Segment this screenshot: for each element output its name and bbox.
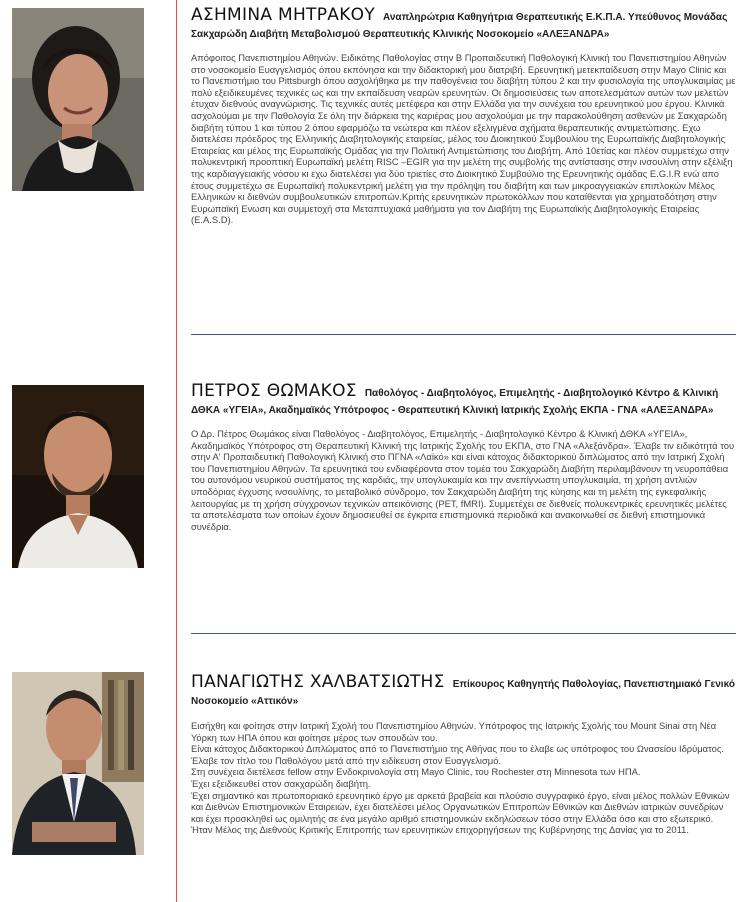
person-bio-3-line-5: Έχει εξειδικευθεί στον σακχαρώδη διαβήτη. (191, 777, 371, 789)
person-title-2: Παθολόγος - Διαβητολόγος, Επιμελητής - Διαβητολογικό Κέντρο & Κλινική ΔΘΚΑ «ΥΓΕΙΑ», Ακαδημαϊκός Υπότροφος - Θεραπευτική Κλινική Ιατρικής Σχολής ΕΚΠΑ - ΓΝΑ «ΑΛΕΞΑΝΔΡΑ» (191, 388, 719, 416)
section-divider-2 (191, 633, 736, 634)
person-name-1: ΑΣΗΜΙΝΑ ΜΗΤΡΑΚΟΥ (191, 5, 376, 25)
person-title-1: Αναπληρώτρια Καθηγήτρια Θεραπευτικής Ε.Κ.Π.Α. Υπεύθυνος Μονάδας Σακχαρώδη Διαβήτη Μεταβολισμού Θεραπευτικής Κλινικής Νοσοκομείο «ΑΛΕΞΑΝΔΡΑ» (191, 12, 728, 40)
margin-line (176, 0, 177, 902)
person-bio-2: Ο Δρ. Πέτρος Θωμάκος είναι Παθολόγος - Διαβητολόγος, Επιμελητής - Διαβητολογικό Κέντρο & Κλινική ΔΘΚΑ «ΥΓΕΙΑ», Ακαδημαϊκός Υπότροφος στη Θεραπευτική Κλινική της Ιατρικής Σχολής του ΕΚΠΑ, στο ΓΝΑ «Αλεξάνδρα». Έλαβε τιν ειδικότητά του στην Α' Προπαιδευτική Παθολογική Κλινική στο ΠΓΝΑ «Λαϊκό» και είναι κάτοχος διδακτορικού διπλώματος από την Ιατρική Σχολή του Πανεπιστημίου Αθηνών. Τα ερευνητικά του ενδιαφέροντα στον τομέα του Σακχαρώδη Διαβήτη περιλαμβάνουν τη νευροπάθεια του αυτονόμου νευρικού συστήματος της καρδιάς, την υπογλυκαιμία και την ανεπίγνωστη υπογλυκαιμία, τη χρήση αντλιών υποδόριας έγχυσης ινσουλίνης, το μεταβολικό σύνδρομο, τον Σακχαρώδη Διαβήτη της κύησης και τη μελέτη της εγκεφαλικής λειτουργίας με τη χρήση σύγχρονων τεχνικών απεικόνισης (PET, fMRI). Συμμετέχει σε διεθνείς πολυκεντρικές ερευνητικές μελέτες τα αποτελέσματα των οποίων έχουν δημοσιευθεί σε έγκριτα επιστημονικά περιοδικά και ανακοινωθεί σε διεθνή επιστημονικά συνέδρια. (191, 428, 735, 532)
person-entry-2 (191, 381, 736, 532)
portrait-photo-1 (12, 8, 144, 191)
person-name-3: ΠΑΝΑΓΙΩΤΗΣ ΧΑΛΒΑΤΣΙΩΤΗΣ (191, 672, 445, 692)
person-bio-3-line-3: Έλαβε τον τίτλο του Παθολόγου μετά από την ειδίκευση στον Ευαγγελισμό. (191, 754, 502, 766)
person-name-2: ΠΕΤΡΟΣ ΘΩΜΑΚΟΣ (191, 381, 357, 401)
person-bio-3-line-4: Στη συνέχεια διετέλεσε fellow στην Ενδοκρινολογία στη Mayo Clinic, του Rochester στη Minnesota των ΗΠΑ. (191, 766, 641, 778)
portrait-photo-3 (12, 672, 144, 855)
person-bio-3-line-1: Εισήχθη και φοίτησε στην Ιατρική Σχολή του Πανεπιστημίου Αθηνών. Υπότροφος της Ιατρικής Σχολής του Mount Sinai στη Νέα Υόρκη των ΗΠΑ όπου και φοίτησε μέρος των σπουδών του. (191, 720, 717, 743)
person-title-3: Επίκουρος Καθηγητής Παθολογίας, Πανεπιστημιακό Γενικό Νοσοκομείο «Αττικόν» (191, 679, 735, 707)
person-bio-3-line-6: Έχει σημαντικό και πρωτοποριακό ερευνητικό έργο με αρκετά βραβεία και πλούσιο συγγραφικό έργο, είναι μέλος πολλών Εθνικών και Διεθνών Επιστημονικών Εταιρειών, έχει διατελέσει μέλος Οργανωτικών Επιτροπών Εθνικών και Διεθνών ιατρικών συνεδρίων και έχει προσκληθεί ως ομιλητής σε ένα μεγάλο αριθμό επιστημονικών εκδηλώσεων τόσο στην Ελλάδα όσο και στο εξωτερικό. Ήταν Μέλος της Διεθνούς Κριτικής Επιτροπής των ερευνητικών επιχορηγήσεων της Κυβέρνησης της Δανίας για το 2011. (191, 789, 730, 836)
person-entry-1 (191, 5, 736, 226)
portrait-photo-2 (12, 385, 144, 568)
person-bio-3-line-2: Είναι κάτοχος Διδακτορικού Διπλώματος από το Πανεπιστήμιο της Αθήνας που το έλαβε ως υπότροφος του Ωνασείου Ιδρύματος. (191, 743, 724, 755)
section-divider-1 (191, 334, 736, 335)
person-bio-1: Απόφοιτος Πανεπιστημίου Αθηνών. Ειδικότης Παθολογίας στην Β Προπαιδευτική Παθολογική Κλινική του Πανεπιστημίου Αθηνών στο νοσοκομείο Ευαγγελισμός όπου εκπόνησα και την διδακτορική μου διατριβή. Ερευνητική μετεκπαίδευση στην Mayo Clinic και το Πανεπιστήμιο του Pittsburgh όπου ασχολήθηκα με την παθογένεια του διαβήτη τύπου 2 και την φυσιολογία της υπογλυκαιμίας με πολύ εξειδικευμένες τεχνικές ως και την εκπαίδευση νεαρών ερευνητών. Οι δημοσιεύσεις των αποτελεσμάτων αυτών των μελετών έτυχαν διεθνούς αναγνώρισης. Τις τεχνικές αυτές μετέφερα και στην Ελλάδα για την συνέχεια του ερευνητικού μου έργου. Κλινικά ασχολούμαι με την Παθολογία Σε όλη την διάρκεια της καριέρας μου ασχολούμαι με την παρακολούθηση ασθενών με Σακχαρώδη διαβήτη τύπου 1 και τύπου 2 όπου εφαρμόζω τα νεώτερα και πλέον εξελιγμένα σχήματα θεραπευτικής αντιμετώπισης. Εχω διατελέσει πρόεδρος της Ελληνικής Διαβητολογικής εταιρείας, μέλος του Διοικητικού Συμβουλίου της Ευρωπαϊκής Διαβητολογικής Εταιρείας και μέλος της Ευρωπαϊκής Ομάδας για την Πολιτική Αντιμετώπισης του Διαβήτη. Από 10ετίας και πλέον συμμετέχω στην πολυκεντρική προοπτική Ευρωπαϊκή μελέτη RISC –EGIR για την μελέτη της συμβολής της αντίστασης στην ινσουλίνη στην εξέλιξη της καρδιαγγειακής νόσου κι εχω διατελέσει για δύο τριετίες στο Διοικητικό Συμβούλιο της Ερευνητικής ομάδας E.G.I.R ενώ απο έτους συμμετέχω σε Ευρωπαϊκή πολυκεντρική μελέτη για την πρόληψη του διαβήτη και των μικροαγγειακών επιπλοκών Μέλος Ελληνικών κι διεθνών συμβουλευτικών επιτροπών.Κριτής ερευνητικών πρωτοκόλλων που καταίθενται για χρηματοδότηση στην Ευρωπαϊκή Ενωση και συμμετοχή στα Μεταπτυχιακά μαθήματα για τον Διαβήτη της Ευρωπαϊκής Διαβητολογικής Εταιρείας (E.A.S.D). (191, 52, 736, 226)
person-entry-3 (191, 672, 736, 836)
